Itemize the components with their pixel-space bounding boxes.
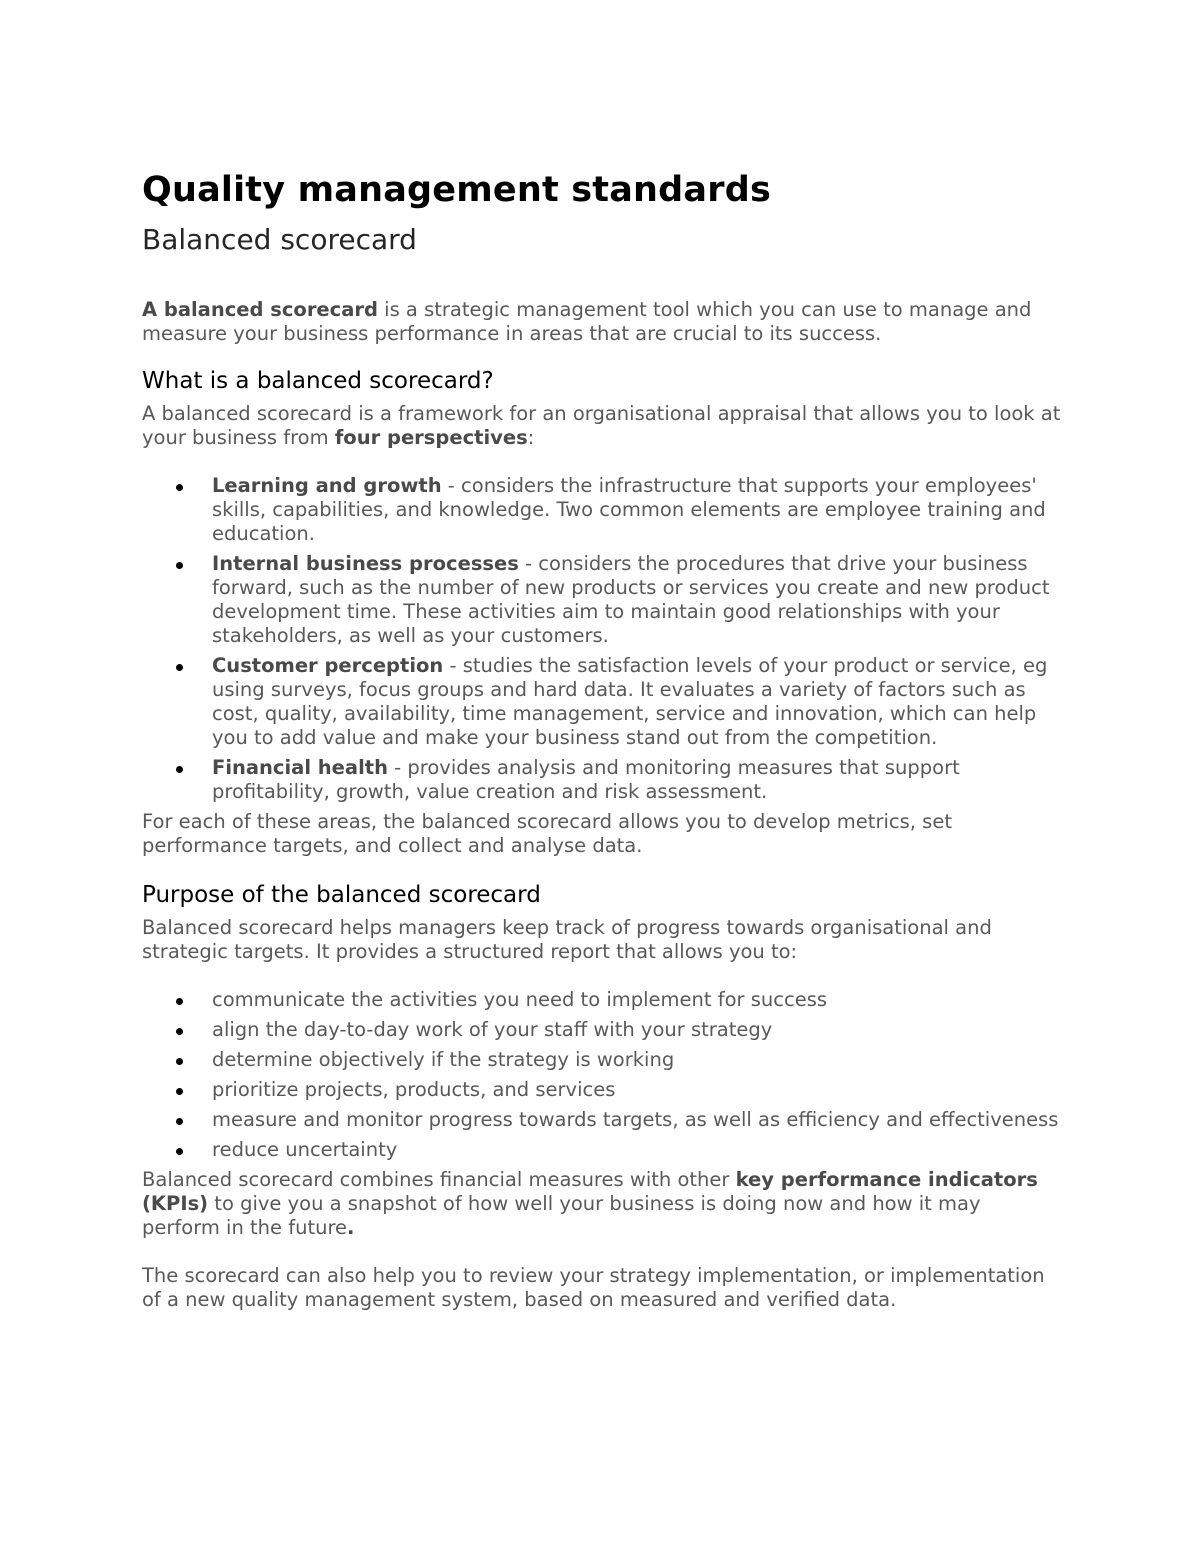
purpose-list — [142, 988, 1062, 1162]
section1-bold: four perspectives — [334, 426, 528, 449]
intro-bold: A balanced scorecard — [142, 298, 378, 321]
document-subtitle: Balanced scorecard — [142, 223, 417, 256]
bullet-icon — [176, 1028, 183, 1035]
list-item — [142, 1138, 1062, 1162]
section-heading-purpose: Purpose of the balanced scorecard — [142, 882, 541, 908]
list-item-text: determine objectively if the strategy is working — [212, 1048, 675, 1071]
list-item-bold: Financial health — [212, 756, 388, 779]
intro-paragraph — [142, 298, 1062, 346]
list-item-text: - provides analysis and monitoring measures that support profitability, growth, value creation and risk assessment. — [212, 756, 960, 803]
section2-paragraph: Balanced scorecard helps managers keep track of progress towards organisational and strategic targets. It provides a structured report that allows you to: — [142, 916, 992, 963]
section1-text: A balanced scorecard is a framework for an organisational appraisal that allows you to look at your business from — [142, 402, 1061, 449]
list-item — [142, 1018, 1062, 1042]
list-item-text: - studies the satisfaction levels of your product or service, eg using surveys, focus groups and hard data. It evaluates a variety of factors such as cost, quality, availability, time management, service and innovation, which can help you to add value and make your business stand out from the competition. — [212, 654, 1048, 749]
section1-colon: : — [527, 426, 535, 449]
bullet-icon — [176, 1148, 183, 1155]
section-heading-what-is: What is a balanced scorecard? — [142, 368, 494, 394]
bullet-icon — [176, 1088, 183, 1095]
list-item — [142, 756, 1062, 804]
kpi-text-before: Balanced scorecard combines financial measures with other — [142, 1168, 736, 1191]
list-item — [142, 552, 1062, 648]
bullet-icon — [176, 1058, 183, 1065]
list-item-text: - considers the infrastructure that supports your employees' skills, capabilities, and knowledge. Two common elements are employee training and education. — [212, 474, 1046, 545]
kpi-text-after: to give you a snapshot of how well your business is doing now and how it may perform in the future — [142, 1192, 981, 1239]
bullet-icon — [176, 484, 183, 491]
document-title: Quality management standards — [142, 170, 771, 210]
list-item-bold: Learning and growth — [212, 474, 442, 497]
bullet-icon — [176, 766, 183, 773]
list-item-text: - considers the procedures that drive your business forward, such as the number of new products or services you create and new product development time. These activities aim to maintain good relationships with your stakeholders, as well as your customers. — [212, 552, 1050, 647]
bullet-icon — [176, 562, 183, 569]
list-item — [142, 1078, 1062, 1102]
list-item — [142, 1108, 1062, 1132]
bullet-icon — [176, 1118, 183, 1125]
kpi-period: . — [347, 1216, 355, 1239]
section1-paragraph — [142, 402, 1062, 450]
section1-closing: For each of these areas, the balanced scorecard allows you to develop metrics, set performance targets, and collect and analyse data. — [142, 810, 952, 857]
list-item-bold: Customer perception — [212, 654, 444, 677]
list-item — [142, 654, 1062, 750]
kpi-paragraph — [142, 1168, 1062, 1240]
list-item-text: reduce uncertainty — [212, 1138, 398, 1161]
list-item-text: measure and monitor progress towards targets, as well as efficiency and effectiveness — [212, 1108, 1059, 1131]
perspectives-list — [142, 474, 1062, 804]
list-item-text: prioritize projects, products, and services — [212, 1078, 616, 1101]
list-item — [142, 988, 1062, 1012]
list-item — [142, 1048, 1062, 1072]
list-item — [142, 474, 1062, 546]
list-item-text: communicate the activities you need to implement for success — [212, 988, 828, 1011]
intro-text: is a strategic management tool which you can use to manage and measure your business performance in areas that are crucial to its success. — [142, 298, 1032, 345]
bullet-icon — [176, 998, 183, 1005]
final-paragraph: The scorecard can also help you to review your strategy implementation, or implementation of a new quality management system, based on measured and verified data. — [142, 1264, 1045, 1311]
bullet-icon — [176, 664, 183, 671]
kpi-bold: key performance indicators (KPIs) — [142, 1168, 1038, 1215]
document-page — [142, 168, 1062, 1312]
list-item-text: align the day-to-day work of your staff with your strategy — [212, 1018, 773, 1041]
list-item-bold: Internal business processes — [212, 552, 519, 575]
